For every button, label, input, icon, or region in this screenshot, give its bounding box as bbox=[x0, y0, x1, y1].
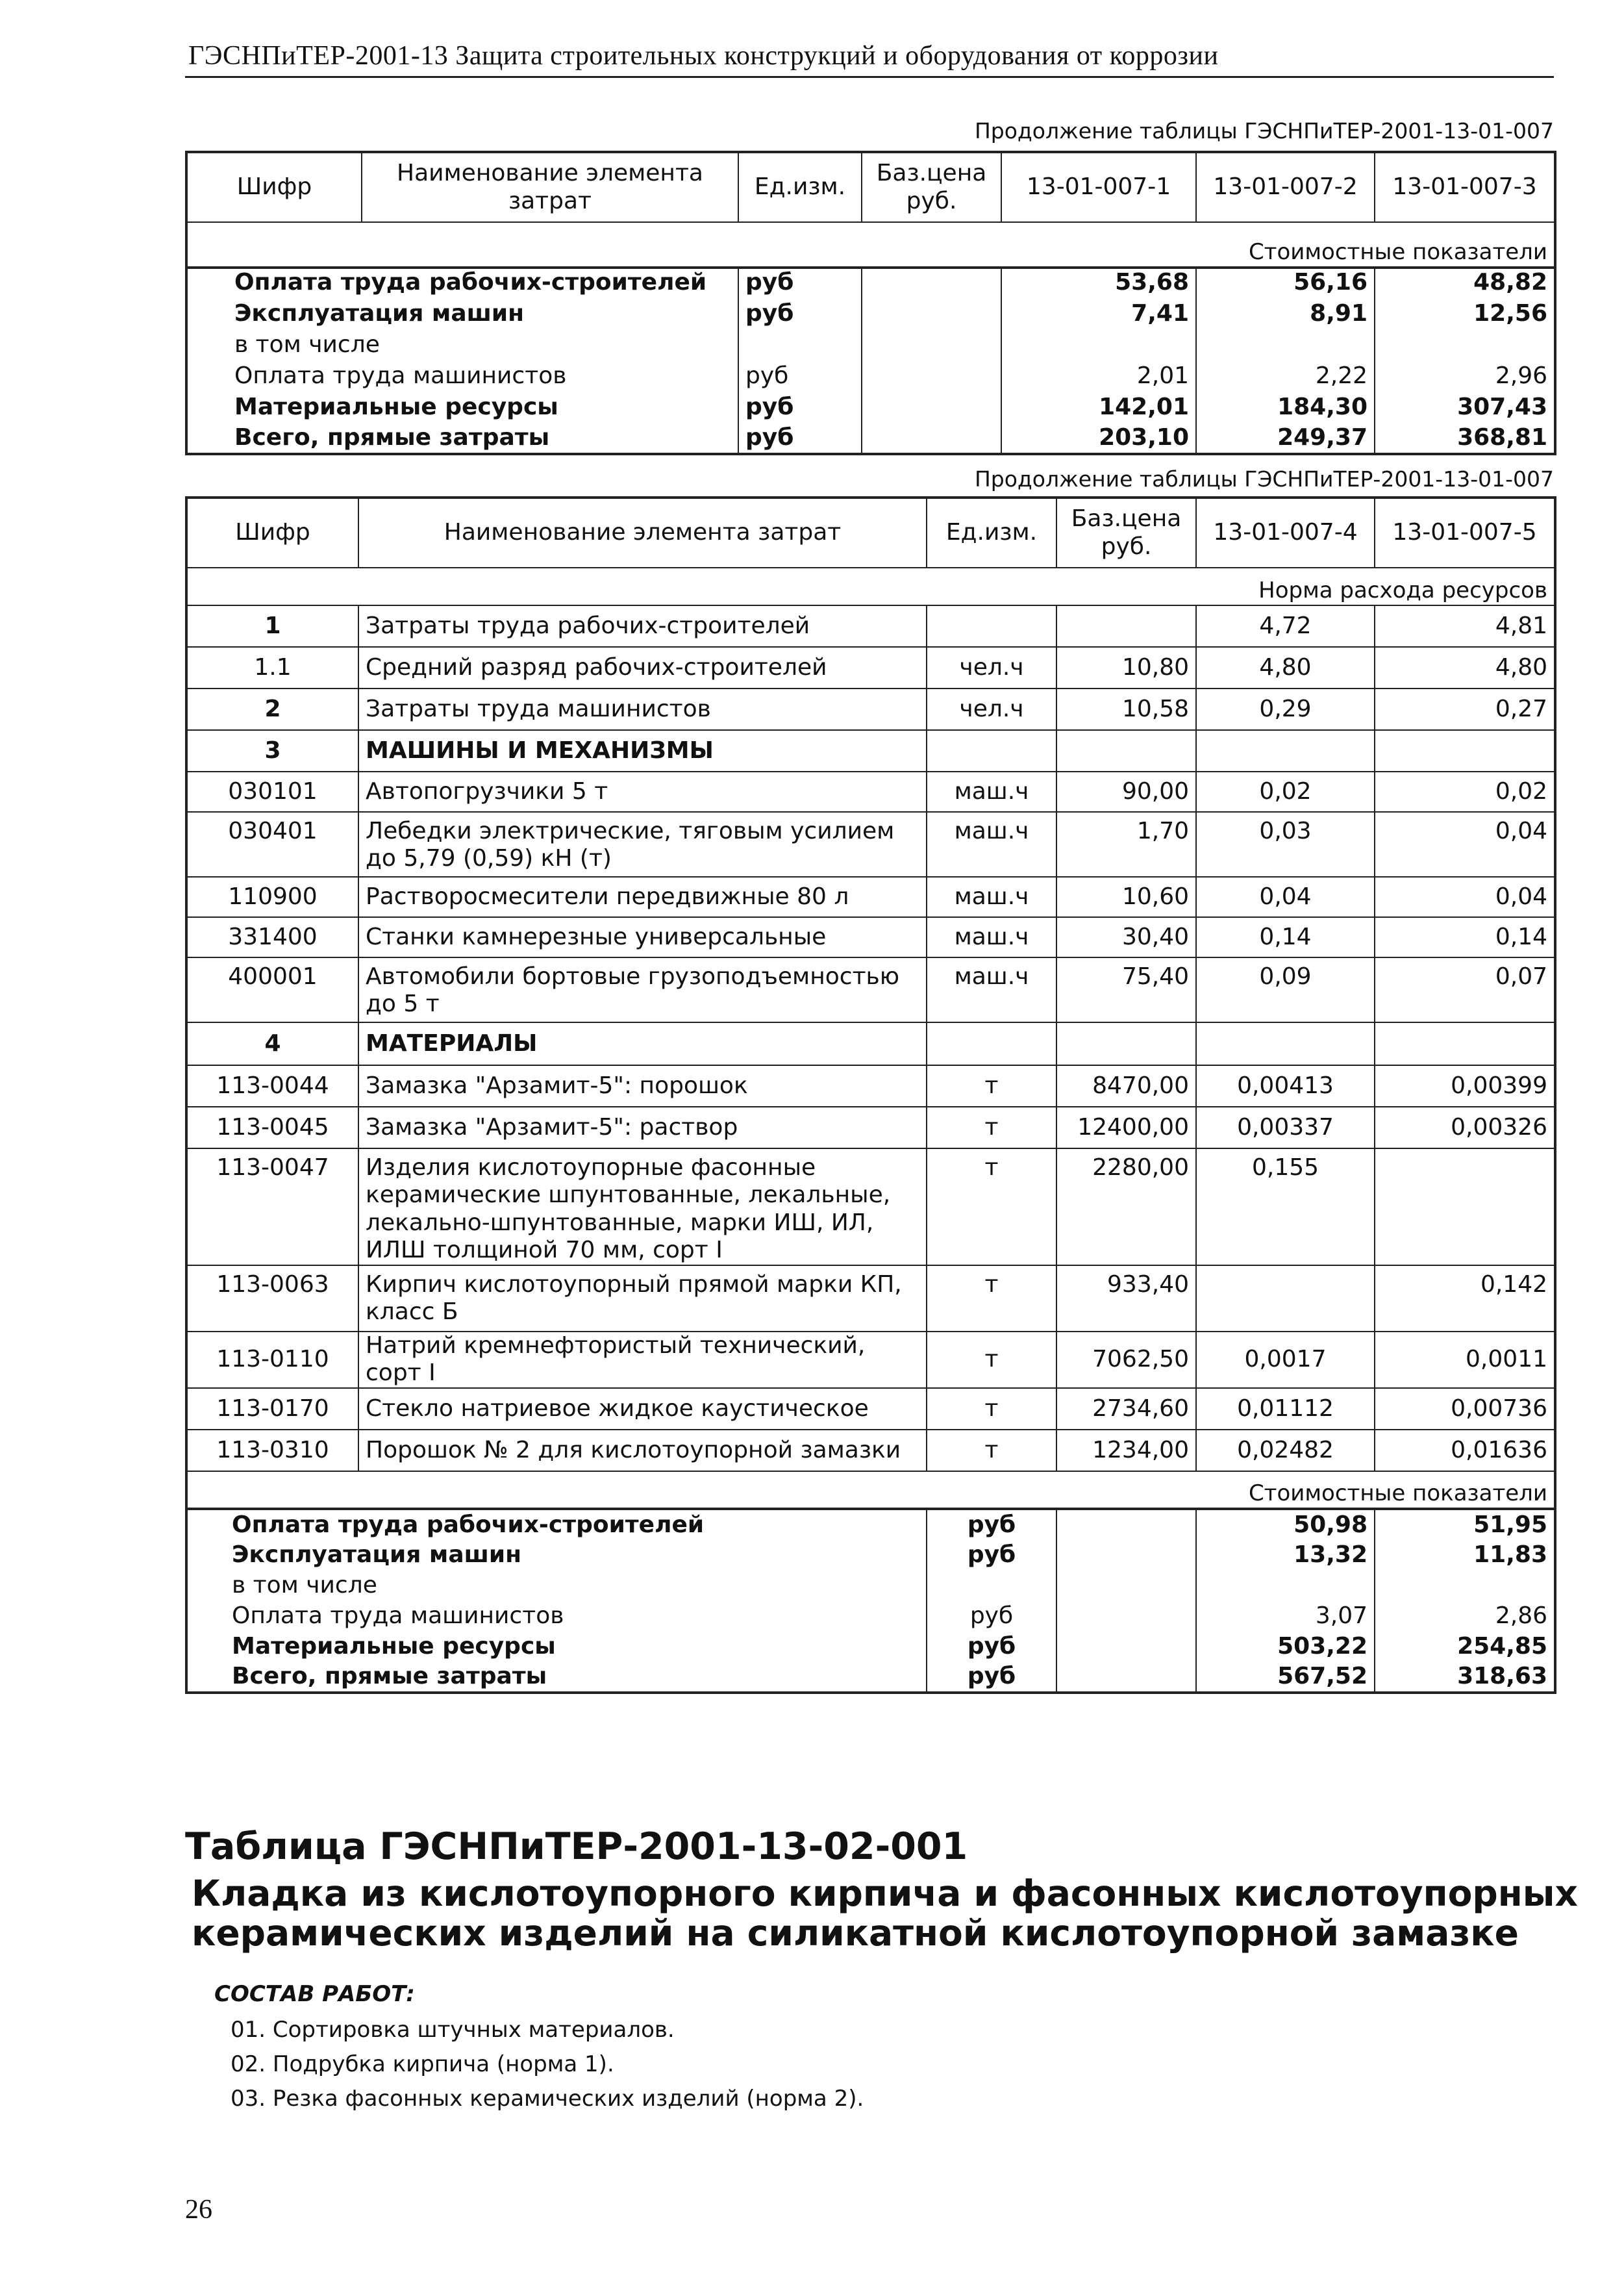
row-name: в том числе bbox=[186, 1571, 927, 1601]
row-value bbox=[1375, 730, 1555, 772]
row-value: 0,14 bbox=[1375, 917, 1555, 957]
row-code: 110900 bbox=[186, 877, 358, 917]
table-row bbox=[186, 1022, 1555, 1065]
row-value: 7,41 bbox=[1001, 298, 1196, 329]
row-value: 368,81 bbox=[1375, 423, 1555, 454]
row-unit: т bbox=[927, 1065, 1056, 1107]
row-code: 1 bbox=[186, 605, 358, 647]
row-price bbox=[1056, 730, 1196, 772]
table-row bbox=[186, 1632, 1555, 1662]
row-price: 30,40 bbox=[1056, 917, 1196, 957]
row-value: 4,80 bbox=[1196, 647, 1375, 689]
row-unit: руб bbox=[738, 360, 862, 392]
row-value: 0,29 bbox=[1196, 689, 1375, 730]
row-price: 75,40 bbox=[1056, 957, 1196, 1022]
row-unit: маш.ч bbox=[927, 772, 1056, 812]
row-value: 0,02 bbox=[1375, 772, 1555, 812]
row-code: 400001 bbox=[186, 957, 358, 1022]
row-name: Замазка "Арзамит-5": раствор bbox=[358, 1107, 927, 1148]
row-price: 90,00 bbox=[1056, 772, 1196, 812]
row-name: Стекло натриевое жидкое каустическое bbox=[358, 1388, 927, 1430]
row-value: 0,27 bbox=[1375, 689, 1555, 730]
row-unit: руб bbox=[927, 1662, 1056, 1693]
row-code: 113-0047 bbox=[186, 1148, 358, 1265]
row-name: Эксплуатация машин bbox=[186, 298, 738, 329]
row-value: 4,80 bbox=[1375, 647, 1555, 689]
row-value bbox=[1196, 1265, 1375, 1332]
row-unit: маш.ч bbox=[927, 957, 1056, 1022]
row-price bbox=[1056, 605, 1196, 647]
section-label-norm: Норма расхода ресурсов bbox=[186, 568, 1555, 605]
table2-continuation: Продолжение таблицы ГЭСНПиТЕР-2001-13-01-007 bbox=[974, 466, 1554, 492]
row-name: Средний разряд рабочих-строителей bbox=[358, 647, 927, 689]
row-name: Станки камнерезные универсальные bbox=[358, 917, 927, 957]
row-name: Материальные ресурсы bbox=[186, 1632, 927, 1662]
row-price: 12400,00 bbox=[1056, 1107, 1196, 1148]
col-header-name: Наименование элемента затрат bbox=[358, 498, 927, 568]
row-unit: руб bbox=[927, 1510, 1056, 1540]
row-value: 51,95 bbox=[1375, 1510, 1555, 1540]
table-row bbox=[186, 689, 1555, 730]
row-value: 8,91 bbox=[1196, 298, 1375, 329]
table-row bbox=[186, 1065, 1555, 1107]
resource-table-2-summary bbox=[185, 1509, 1556, 1694]
table-row bbox=[186, 957, 1555, 1022]
row-unit: руб bbox=[738, 392, 862, 423]
row-value: 0,04 bbox=[1375, 812, 1555, 877]
row-price: 10,58 bbox=[1056, 689, 1196, 730]
col-header-unit: Ед.изм. bbox=[927, 498, 1056, 568]
row-value: 12,56 bbox=[1375, 298, 1555, 329]
col-header-norm-5: 13-01-007-5 bbox=[1375, 498, 1555, 568]
row-unit: т bbox=[927, 1148, 1056, 1265]
work-item: 03. Резка фасонных керамических изделий (норма 2). bbox=[231, 2086, 864, 2112]
row-unit bbox=[927, 1022, 1056, 1065]
row-name: Изделия кислотоупорные фасонные керамические шпунтованные, лекальные, лекально-шпунтованные, марки ИШ, ИЛ, ИЛШ толщиной 70 мм, сорт I bbox=[358, 1148, 927, 1265]
row-unit: т bbox=[927, 1332, 1056, 1388]
table-row bbox=[186, 423, 1555, 454]
row-value: 307,43 bbox=[1375, 392, 1555, 423]
col-header-name: Наименование элемента затрат bbox=[362, 152, 738, 222]
row-name: Затраты труда машинистов bbox=[358, 689, 927, 730]
row-name: Оплата труда рабочих-строителей bbox=[186, 1510, 927, 1540]
row-value: 0,01112 bbox=[1196, 1388, 1375, 1430]
row-value: 0,04 bbox=[1196, 877, 1375, 917]
table-row bbox=[186, 812, 1555, 877]
row-value: 0,02482 bbox=[1196, 1430, 1375, 1471]
cost-table-1 bbox=[185, 151, 1556, 269]
row-value bbox=[1375, 1571, 1555, 1601]
row-value: 56,16 bbox=[1196, 267, 1375, 298]
row-code: 2 bbox=[186, 689, 358, 730]
row-price: 933,40 bbox=[1056, 1265, 1196, 1332]
row-name: Всего, прямые затраты bbox=[186, 1662, 927, 1693]
row-code: 113-0045 bbox=[186, 1107, 358, 1148]
row-unit: т bbox=[927, 1388, 1056, 1430]
row-unit: руб bbox=[738, 423, 862, 454]
row-price bbox=[862, 298, 1001, 329]
row-value bbox=[1196, 730, 1375, 772]
row-price: 1,70 bbox=[1056, 812, 1196, 877]
table-row bbox=[186, 1662, 1555, 1693]
row-price bbox=[862, 392, 1001, 423]
row-value: 13,32 bbox=[1196, 1540, 1375, 1571]
table-row bbox=[186, 772, 1555, 812]
row-value bbox=[1196, 329, 1375, 360]
col-header-price: Баз.цена руб. bbox=[862, 152, 1001, 222]
row-price: 1234,00 bbox=[1056, 1430, 1196, 1471]
row-code: 113-0044 bbox=[186, 1065, 358, 1107]
table-subtitle: Кладка из кислотоупорного кирпича и фасонных кислотоупорных керамических изделий на силикатной кислотоупорной замазке bbox=[192, 1873, 1579, 1954]
row-code: 331400 bbox=[186, 917, 358, 957]
row-unit: маш.ч bbox=[927, 812, 1056, 877]
row-value: 0,14 bbox=[1196, 917, 1375, 957]
row-name: Автопогрузчики 5 т bbox=[358, 772, 927, 812]
row-value: 0,04 bbox=[1375, 877, 1555, 917]
resource-table-2 bbox=[185, 496, 1556, 1510]
row-name: Оплата труда машинистов bbox=[186, 360, 738, 392]
table-row bbox=[186, 1571, 1555, 1601]
row-code: 113-0063 bbox=[186, 1265, 358, 1332]
row-code: 113-0170 bbox=[186, 1388, 358, 1430]
table-row bbox=[186, 1107, 1555, 1148]
row-value: 2,86 bbox=[1375, 1601, 1555, 1632]
row-name: Оплата труда рабочих-строителей bbox=[186, 267, 738, 298]
row-name: Затраты труда рабочих-строителей bbox=[358, 605, 927, 647]
row-name: МАТЕРИАЛЫ bbox=[358, 1022, 927, 1065]
row-price bbox=[862, 329, 1001, 360]
table-row bbox=[186, 1510, 1555, 1540]
table-row bbox=[186, 329, 1555, 360]
row-value: 0,03 bbox=[1196, 812, 1375, 877]
row-unit: т bbox=[927, 1107, 1056, 1148]
col-header-price: Баз.цена руб. bbox=[1056, 498, 1196, 568]
row-value: 142,01 bbox=[1001, 392, 1196, 423]
table-row bbox=[186, 647, 1555, 689]
table-row bbox=[186, 1265, 1555, 1332]
row-unit: руб bbox=[738, 298, 862, 329]
row-name: Эксплуатация машин bbox=[186, 1540, 927, 1571]
row-name: Замазка "Арзамит-5": порошок bbox=[358, 1065, 927, 1107]
row-value: 0,09 bbox=[1196, 957, 1375, 1022]
table1-continuation: Продолжение таблицы ГЭСНПиТЕР-2001-13-01-007 bbox=[974, 118, 1554, 144]
row-value: 184,30 bbox=[1196, 392, 1375, 423]
row-price: 2734,60 bbox=[1056, 1388, 1196, 1430]
row-price: 10,80 bbox=[1056, 647, 1196, 689]
row-value: 0,0011 bbox=[1375, 1332, 1555, 1388]
row-price bbox=[862, 360, 1001, 392]
row-name: в том числе bbox=[186, 329, 738, 360]
row-price bbox=[1056, 1510, 1196, 1540]
row-value: 503,22 bbox=[1196, 1632, 1375, 1662]
row-name: Натрий кремнефтористый технический, сорт I bbox=[358, 1332, 927, 1388]
row-unit bbox=[927, 1571, 1056, 1601]
row-value: 0,00413 bbox=[1196, 1065, 1375, 1107]
row-code: 3 bbox=[186, 730, 358, 772]
row-value: 53,68 bbox=[1001, 267, 1196, 298]
row-value: 0,00736 bbox=[1375, 1388, 1555, 1430]
row-price bbox=[862, 267, 1001, 298]
row-value: 4,72 bbox=[1196, 605, 1375, 647]
row-value: 567,52 bbox=[1196, 1662, 1375, 1693]
row-code: 113-0110 bbox=[186, 1332, 358, 1388]
table-row bbox=[186, 267, 1555, 298]
row-value bbox=[1375, 329, 1555, 360]
row-code: 4 bbox=[186, 1022, 358, 1065]
row-unit: маш.ч bbox=[927, 877, 1056, 917]
row-code: 030401 bbox=[186, 812, 358, 877]
table-row bbox=[186, 1388, 1555, 1430]
running-header: ГЭСНПиТЕР-2001-13 Защита строительных конструкций и оборудования от коррозии bbox=[188, 41, 1219, 71]
row-price bbox=[1056, 1632, 1196, 1662]
row-value: 0,0017 bbox=[1196, 1332, 1375, 1388]
row-unit: чел.ч bbox=[927, 689, 1056, 730]
col-header-norm-1: 13-01-007-1 bbox=[1001, 152, 1196, 222]
row-value: 0,00399 bbox=[1375, 1065, 1555, 1107]
row-value: 2,01 bbox=[1001, 360, 1196, 392]
table-row bbox=[186, 730, 1555, 772]
table-row bbox=[186, 605, 1555, 647]
page-number: 26 bbox=[185, 2195, 212, 2225]
row-value: 0,01636 bbox=[1375, 1430, 1555, 1471]
table-row bbox=[186, 298, 1555, 329]
row-value bbox=[1375, 1022, 1555, 1065]
row-name: Всего, прямые затраты bbox=[186, 423, 738, 454]
col-header-unit: Ед.изм. bbox=[738, 152, 862, 222]
row-name: Лебедки электрические, тяговым усилием до 5,79 (0,59) кН (т) bbox=[358, 812, 927, 877]
section-label-cost: Стоимостные показатели bbox=[186, 1471, 1555, 1509]
row-price: 8470,00 bbox=[1056, 1065, 1196, 1107]
row-price bbox=[1056, 1540, 1196, 1571]
row-value: 0,02 bbox=[1196, 772, 1375, 812]
work-item: 01. Сортировка штучных материалов. bbox=[231, 2017, 675, 2043]
table-row bbox=[186, 360, 1555, 392]
row-unit: руб bbox=[738, 267, 862, 298]
row-unit bbox=[738, 329, 862, 360]
table-row bbox=[186, 1148, 1555, 1265]
row-value: 0,155 bbox=[1196, 1148, 1375, 1265]
row-value bbox=[1196, 1571, 1375, 1601]
row-value bbox=[1375, 1148, 1555, 1265]
row-unit: маш.ч bbox=[927, 917, 1056, 957]
row-price bbox=[862, 423, 1001, 454]
row-value bbox=[1196, 1022, 1375, 1065]
table-row bbox=[186, 1332, 1555, 1388]
col-header-norm-3: 13-01-007-3 bbox=[1375, 152, 1555, 222]
table-row bbox=[186, 1540, 1555, 1571]
row-name: Порошок № 2 для кислотоупорной замазки bbox=[358, 1430, 927, 1471]
header-rule bbox=[185, 76, 1554, 78]
row-price bbox=[1056, 1601, 1196, 1632]
row-price: 2280,00 bbox=[1056, 1148, 1196, 1265]
row-value: 2,96 bbox=[1375, 360, 1555, 392]
row-value: 3,07 bbox=[1196, 1601, 1375, 1632]
col-header-code: Шифр bbox=[186, 498, 358, 568]
row-code: 1.1 bbox=[186, 647, 358, 689]
row-name: Растворосмесители передвижные 80 л bbox=[358, 877, 927, 917]
cost-table-1-summary bbox=[185, 266, 1556, 455]
row-name: Автомобили бортовые грузоподъемностью до 5 т bbox=[358, 957, 927, 1022]
row-value: 0,07 bbox=[1375, 957, 1555, 1022]
table-row bbox=[186, 917, 1555, 957]
row-name: Кирпич кислотоупорный прямой марки КП, класс Б bbox=[358, 1265, 927, 1332]
col-header-norm-4: 13-01-007-4 bbox=[1196, 498, 1375, 568]
row-name: Материальные ресурсы bbox=[186, 392, 738, 423]
row-value bbox=[1001, 329, 1196, 360]
row-price bbox=[1056, 1571, 1196, 1601]
row-price bbox=[1056, 1662, 1196, 1693]
row-code: 030101 bbox=[186, 772, 358, 812]
row-unit: т bbox=[927, 1265, 1056, 1332]
row-code: 113-0310 bbox=[186, 1430, 358, 1471]
row-unit bbox=[927, 605, 1056, 647]
row-value: 48,82 bbox=[1375, 267, 1555, 298]
row-value: 50,98 bbox=[1196, 1510, 1375, 1540]
col-header-norm-2: 13-01-007-2 bbox=[1196, 152, 1375, 222]
row-unit bbox=[927, 730, 1056, 772]
row-value: 0,00326 bbox=[1375, 1107, 1555, 1148]
row-unit: т bbox=[927, 1430, 1056, 1471]
table-row bbox=[186, 1430, 1555, 1471]
col-header-code: Шифр bbox=[186, 152, 362, 222]
section-label-cost: Стоимостные показатели bbox=[186, 222, 1555, 268]
row-value: 249,37 bbox=[1196, 423, 1375, 454]
row-price: 7062,50 bbox=[1056, 1332, 1196, 1388]
row-unit: руб bbox=[927, 1632, 1056, 1662]
row-value: 254,85 bbox=[1375, 1632, 1555, 1662]
row-value: 203,10 bbox=[1001, 423, 1196, 454]
row-value: 318,63 bbox=[1375, 1662, 1555, 1693]
row-value: 11,83 bbox=[1375, 1540, 1555, 1571]
row-unit: руб bbox=[927, 1540, 1056, 1571]
row-price: 10,60 bbox=[1056, 877, 1196, 917]
row-price bbox=[1056, 1022, 1196, 1065]
work-item: 02. Подрубка кирпича (норма 1). bbox=[231, 2051, 614, 2077]
row-value: 2,22 bbox=[1196, 360, 1375, 392]
row-name: МАШИНЫ И МЕХАНИЗМЫ bbox=[358, 730, 927, 772]
row-value: 4,81 bbox=[1375, 605, 1555, 647]
row-value: 0,142 bbox=[1375, 1265, 1555, 1332]
table-row bbox=[186, 392, 1555, 423]
row-value: 0,00337 bbox=[1196, 1107, 1375, 1148]
row-unit: чел.ч bbox=[927, 647, 1056, 689]
table-row bbox=[186, 877, 1555, 917]
row-name: Оплата труда машинистов bbox=[186, 1601, 927, 1632]
work-composition-heading: СОСТАВ РАБОТ: bbox=[214, 1981, 415, 2007]
table-row bbox=[186, 1601, 1555, 1632]
table-title: Таблица ГЭСНПиТЕР-2001-13-02-001 bbox=[185, 1825, 968, 1868]
row-unit: руб bbox=[927, 1601, 1056, 1632]
